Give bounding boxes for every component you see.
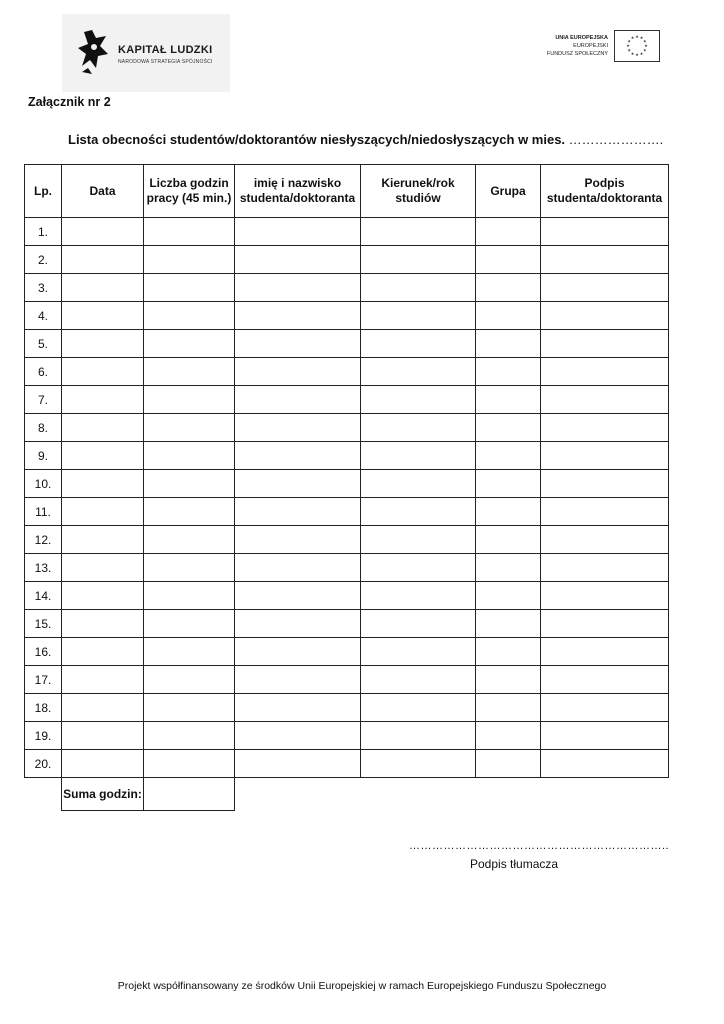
svg-text:★: ★ — [639, 35, 644, 41]
signature-cell[interactable] — [541, 274, 669, 302]
hours-cell[interactable] — [144, 358, 235, 386]
sum-hours-cell[interactable] — [144, 778, 235, 811]
eu-line-3: FUNDUSZ SPOŁECZNY — [546, 51, 608, 57]
signature-cell[interactable] — [541, 498, 669, 526]
attendance-table — [24, 164, 669, 811]
header-hours: Liczba godzin pracy (45 min.) — [144, 165, 235, 218]
name-cell[interactable] — [235, 610, 361, 638]
svg-text:★: ★ — [639, 50, 644, 56]
table-row — [25, 330, 669, 358]
svg-text:★: ★ — [630, 35, 635, 41]
signature-line: ………………………………………………………….. — [409, 840, 670, 852]
svg-text:★: ★ — [627, 47, 631, 53]
row-number: 2. — [25, 246, 62, 274]
date-cell[interactable] — [62, 610, 144, 638]
field-year-cell[interactable] — [361, 246, 476, 274]
hours-cell[interactable] — [144, 750, 235, 778]
name-cell[interactable] — [235, 638, 361, 666]
group-cell[interactable] — [476, 274, 541, 302]
sum-spacer — [25, 778, 62, 811]
signature-cell[interactable] — [541, 722, 669, 750]
signature-cell[interactable] — [541, 302, 669, 330]
eu-logo — [520, 30, 660, 66]
field-year-cell[interactable] — [361, 750, 476, 778]
field-year-cell[interactable] — [361, 526, 476, 554]
svg-text:★: ★ — [630, 50, 635, 56]
date-cell[interactable] — [62, 246, 144, 274]
table-row — [25, 246, 669, 274]
name-cell[interactable] — [235, 750, 361, 778]
eu-line-2: EUROPEJSKI — [573, 43, 608, 49]
date-cell[interactable] — [62, 358, 144, 386]
signature-cell[interactable] — [541, 330, 669, 358]
row-number: 3. — [25, 274, 62, 302]
hours-cell[interactable] — [144, 386, 235, 414]
header-group: Grupa — [476, 165, 541, 218]
row-number: 16. — [25, 638, 62, 666]
signature-cell[interactable] — [541, 750, 669, 778]
svg-text:★: ★ — [635, 34, 639, 39]
group-cell[interactable] — [476, 554, 541, 582]
table-row — [25, 274, 669, 302]
name-cell[interactable] — [235, 358, 361, 386]
svg-text:★: ★ — [644, 43, 648, 48]
field-year-cell[interactable] — [361, 722, 476, 750]
field-year-cell[interactable] — [361, 386, 476, 414]
annex-label: Załącznik nr 2 — [28, 95, 111, 109]
table-row — [25, 358, 669, 386]
hours-cell[interactable] — [144, 302, 235, 330]
signature-cell[interactable] — [541, 526, 669, 554]
group-cell[interactable] — [476, 414, 541, 442]
table-row — [25, 218, 669, 246]
row-number: 11. — [25, 498, 62, 526]
hours-cell[interactable] — [144, 554, 235, 582]
field-year-cell[interactable] — [361, 414, 476, 442]
group-cell[interactable] — [476, 750, 541, 778]
date-cell[interactable] — [62, 694, 144, 722]
date-cell[interactable] — [62, 666, 144, 694]
header-date: Data — [62, 165, 144, 218]
table-row — [25, 554, 669, 582]
group-cell[interactable] — [476, 526, 541, 554]
field-year-cell[interactable] — [361, 638, 476, 666]
header-lp: Lp. — [25, 165, 62, 218]
table-row — [25, 302, 669, 330]
table-row — [25, 442, 669, 470]
signature-cell[interactable] — [541, 414, 669, 442]
table-header-row — [25, 165, 669, 218]
date-cell[interactable] — [62, 498, 144, 526]
header-field-year: Kierunek/rok studiów — [361, 165, 476, 218]
signature-label: Podpis tłumacza — [470, 857, 559, 871]
field-year-cell[interactable] — [361, 330, 476, 358]
logo-title: KAPITAŁ LUDZKI — [118, 44, 213, 56]
field-year-cell[interactable] — [361, 358, 476, 386]
signature-cell[interactable] — [541, 638, 669, 666]
group-cell[interactable] — [476, 582, 541, 610]
name-cell[interactable] — [235, 554, 361, 582]
field-year-cell[interactable] — [361, 302, 476, 330]
signature-cell[interactable] — [541, 218, 669, 246]
date-cell[interactable] — [62, 526, 144, 554]
row-number: 4. — [25, 302, 62, 330]
group-cell[interactable] — [476, 246, 541, 274]
table-row — [25, 750, 669, 778]
hours-cell[interactable] — [144, 246, 235, 274]
row-number: 6. — [25, 358, 62, 386]
title-blank: …………………. — [565, 132, 664, 147]
hours-cell[interactable] — [144, 610, 235, 638]
name-cell[interactable] — [235, 218, 361, 246]
hours-cell[interactable] — [144, 274, 235, 302]
hours-cell[interactable] — [144, 694, 235, 722]
kapital-ludzki-logo — [62, 14, 230, 92]
name-cell[interactable] — [235, 694, 361, 722]
document-title — [68, 132, 663, 147]
name-cell[interactable] — [235, 274, 361, 302]
name-cell[interactable] — [235, 582, 361, 610]
date-cell[interactable] — [62, 218, 144, 246]
hours-cell[interactable] — [144, 638, 235, 666]
name-cell[interactable] — [235, 498, 361, 526]
date-cell[interactable] — [62, 750, 144, 778]
hours-cell[interactable] — [144, 218, 235, 246]
field-year-cell[interactable] — [361, 554, 476, 582]
signature-cell[interactable] — [541, 470, 669, 498]
date-cell[interactable] — [62, 722, 144, 750]
group-cell[interactable] — [476, 666, 541, 694]
group-cell[interactable] — [476, 638, 541, 666]
row-number: 17. — [25, 666, 62, 694]
table-row — [25, 722, 669, 750]
group-cell[interactable] — [476, 330, 541, 358]
title-text: Lista obecności studentów/doktorantów niesłyszących/niedosłyszących w mies. — [68, 132, 566, 147]
name-cell[interactable] — [235, 246, 361, 274]
row-number: 14. — [25, 582, 62, 610]
row-number: 9. — [25, 442, 62, 470]
date-cell[interactable] — [62, 554, 144, 582]
group-cell[interactable] — [476, 470, 541, 498]
row-number: 13. — [25, 554, 62, 582]
field-year-cell[interactable] — [361, 498, 476, 526]
field-year-cell[interactable] — [361, 666, 476, 694]
signature-cell[interactable] — [541, 610, 669, 638]
group-cell[interactable] — [476, 218, 541, 246]
name-cell[interactable] — [235, 442, 361, 470]
signature-cell[interactable] — [541, 246, 669, 274]
kapital-ludzki-emblem-icon — [78, 28, 112, 76]
signature-cell[interactable] — [541, 694, 669, 722]
group-cell[interactable] — [476, 358, 541, 386]
hours-cell[interactable] — [144, 526, 235, 554]
field-year-cell[interactable] — [361, 582, 476, 610]
date-cell[interactable] — [62, 330, 144, 358]
svg-text:★: ★ — [626, 43, 630, 48]
header-signature: Podpis studenta/doktoranta — [541, 165, 669, 218]
date-cell[interactable] — [62, 470, 144, 498]
sum-empty — [235, 778, 669, 811]
group-cell[interactable] — [476, 442, 541, 470]
hours-cell[interactable] — [144, 498, 235, 526]
row-number: 7. — [25, 386, 62, 414]
svg-text:★: ★ — [643, 47, 647, 53]
group-cell[interactable] — [476, 498, 541, 526]
group-cell[interactable] — [476, 386, 541, 414]
name-cell[interactable] — [235, 526, 361, 554]
row-number: 15. — [25, 610, 62, 638]
svg-text:★: ★ — [643, 38, 647, 44]
table-row — [25, 414, 669, 442]
signature-cell[interactable] — [541, 666, 669, 694]
name-cell[interactable] — [235, 302, 361, 330]
date-cell[interactable] — [62, 274, 144, 302]
sum-label: Suma godzin: — [62, 778, 144, 811]
date-cell[interactable] — [62, 386, 144, 414]
hours-cell[interactable] — [144, 470, 235, 498]
row-number: 1. — [25, 218, 62, 246]
svg-text:★: ★ — [635, 52, 639, 57]
sum-row — [25, 778, 669, 811]
table-row — [25, 666, 669, 694]
signature-cell[interactable] — [541, 442, 669, 470]
field-year-cell[interactable] — [361, 442, 476, 470]
field-year-cell[interactable] — [361, 218, 476, 246]
date-cell[interactable] — [62, 442, 144, 470]
field-year-cell[interactable] — [361, 610, 476, 638]
row-number: 19. — [25, 722, 62, 750]
row-number: 8. — [25, 414, 62, 442]
eu-logo-text — [547, 34, 608, 58]
name-cell[interactable] — [235, 330, 361, 358]
table-row — [25, 386, 669, 414]
svg-text:★: ★ — [627, 38, 631, 44]
group-cell[interactable] — [476, 722, 541, 750]
table-row — [25, 638, 669, 666]
date-cell[interactable] — [62, 414, 144, 442]
row-number: 20. — [25, 750, 62, 778]
date-cell[interactable] — [62, 638, 144, 666]
eu-flag-icon — [614, 30, 660, 62]
row-number: 5. — [25, 330, 62, 358]
footer-text: Projekt współfinansowany ze środków Unii Europejskiej w ramach Europejskiego Funduszu Społecznego — [117, 980, 607, 992]
signature-cell[interactable] — [541, 582, 669, 610]
date-cell[interactable] — [62, 302, 144, 330]
table-row — [25, 470, 669, 498]
name-cell[interactable] — [235, 414, 361, 442]
field-year-cell[interactable] — [361, 274, 476, 302]
row-number: 12. — [25, 526, 62, 554]
name-cell[interactable] — [235, 470, 361, 498]
hours-cell[interactable] — [144, 666, 235, 694]
date-cell[interactable] — [62, 582, 144, 610]
group-cell[interactable] — [476, 694, 541, 722]
name-cell[interactable] — [235, 666, 361, 694]
signature-cell[interactable] — [541, 386, 669, 414]
group-cell[interactable] — [476, 610, 541, 638]
group-cell[interactable] — [476, 302, 541, 330]
hours-cell[interactable] — [144, 442, 235, 470]
table-row — [25, 694, 669, 722]
field-year-cell[interactable] — [361, 470, 476, 498]
eu-line-1: UNIA EUROPEJSKA — [555, 35, 608, 41]
logo-subtitle: NARODOWA STRATEGIA SPÓJNOŚCI — [118, 59, 213, 65]
header-name: imię i nazwisko studenta/doktoranta — [235, 165, 361, 218]
signature-cell[interactable] — [541, 554, 669, 582]
table-row — [25, 610, 669, 638]
field-year-cell[interactable] — [361, 694, 476, 722]
table-row — [25, 526, 669, 554]
hours-cell[interactable] — [144, 582, 235, 610]
hours-cell[interactable] — [144, 414, 235, 442]
row-number: 18. — [25, 694, 62, 722]
signature-cell[interactable] — [541, 358, 669, 386]
row-number: 10. — [25, 470, 62, 498]
table-row — [25, 582, 669, 610]
hours-cell[interactable] — [144, 330, 235, 358]
name-cell[interactable] — [235, 386, 361, 414]
hours-cell[interactable] — [144, 722, 235, 750]
table-row — [25, 498, 669, 526]
name-cell[interactable] — [235, 722, 361, 750]
